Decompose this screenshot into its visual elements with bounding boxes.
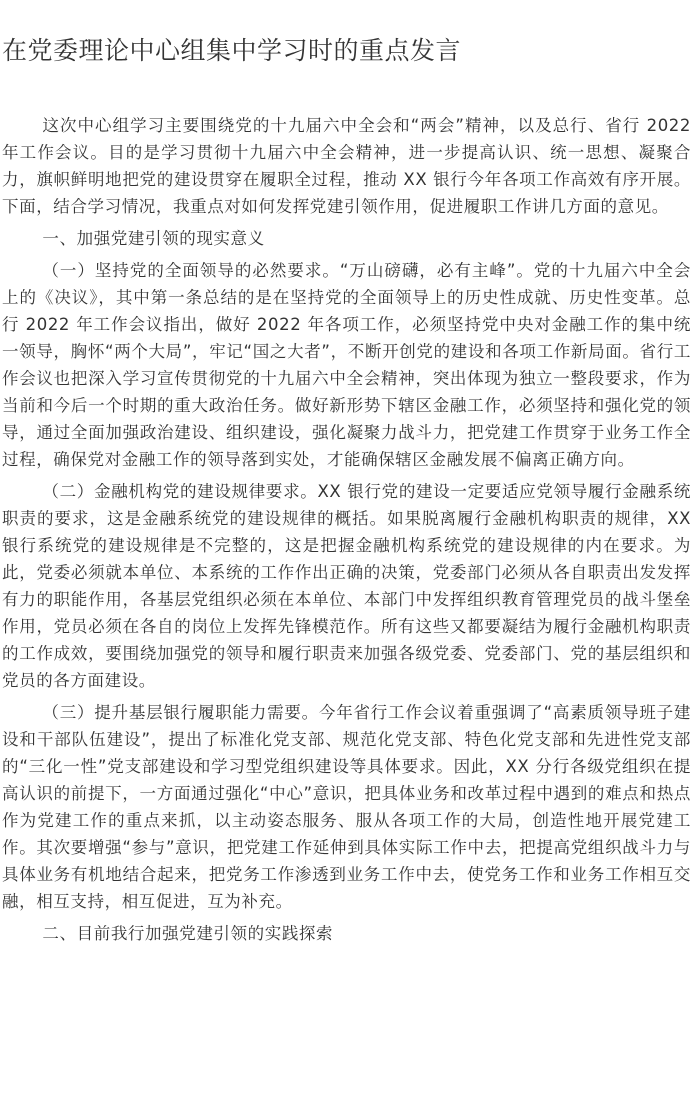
subsection-paragraph-1: （一）坚持党的全面领导的必然要求。“万山磅礴，必有主峰”。党的十九届六中全会上的《决议》，其中第一条总结的是在坚持党的全面领导上的历史性成就、历史性变革。总行 2022 年工作会议指出，做好 2022 年各项工作，必须坚持党中央对金融工作的集中统一领导，胸怀“两个大局”，牢记“国之大者”，不断开创党的建设和各项工作新局面。省行工作会议也把深入学习宣传贯彻党的十九届六中全会精神，突出体现为独立一整段要求，作为当前和今后一个时期的重大政治任务。做好新形势下辖区金融工作，必须坚持和强化党的领导，通过全面加强政治建设、组织建设，强化凝聚力战斗力，把党建工作贯穿于业务工作全过程，确保党对金融工作的领导落到实处，才能确保辖区金融发展不偏离正确方向。 <box>2 261 691 469</box>
section-heading-1: 一、加强党建引领的现实意义 <box>42 229 265 248</box>
subsection-paragraph-2: （二）金融机构党的建设规律要求。XX 银行党的建设一定要适应党领导履行金融系统职责的要求，这是金融系统党的建设规律的概括。如果脱离履行金融机构职责的规律，XX 银行系统党的建设规律是不完整的，这是把握金融机构系统党的建设规律的内在要求。为此，党委必须就本单位、本系统的工作作出正确的决策，党委部门必须从各自职责出发发挥有力的职能作用，各基层党组织必须在本单位、本部门中发挥组织教育管理党员的战斗堡垒作用，党员必须在各自的岗位上发挥先锋模范作。所有这些又都要凝结为履行金融机构职责的工作成效，要围绕加强党的领导和履行职责来加强各级党委、党委部门、党的基层组织和党员的各方面建设。 <box>2 482 691 690</box>
article-body <box>2 112 691 947</box>
page-title: 在党委理论中心组集中学习时的重点发言 <box>2 36 462 65</box>
intro-paragraph: 这次中心组学习主要围绕党的十九届六中全会和“两会”精神，以及总行、省行 2022 年工作会议。目的是学习贯彻十九届六中全会精神，进一步提高认识、统一思想、凝聚合力，旗帜鲜明地把党的建设贯穿在履职全过程，推动 XX 银行今年各项工作高效有序开展。下面，结合学习情况，我重点对如何发挥党建引领作用，促进履职工作讲几方面的意见。 <box>2 116 691 216</box>
section-heading-2: 二、目前我行加强党建引领的实践探索 <box>42 924 334 943</box>
subsection-paragraph-3: （三）提升基层银行履职能力需要。今年省行工作会议着重强调了“高素质领导班子建设和干部队伍建设”，提出了标准化党支部、规范化党支部、特色化党支部和先进性党支部的“三化一性”党支部建设和学习型党组织建设等具体要求。因此，XX 分行各级党组织在提高认识的前提下，一方面通过强化“中心”意识，把具体业务和改革过程中遇到的难点和热点作为党建工作的重点来抓，以主动姿态服务、服从各项工作的大局，创造性地开展党建工作。其次要增强“参与”意识，把党建工作延伸到具体实际工作中去，把提高党组织战斗力与具体业务有机地结合起来，把党务工作渗透到业务工作中去，使党务工作和业务工作相互交融，相互支持，相互促进，互为补充。 <box>2 703 691 911</box>
